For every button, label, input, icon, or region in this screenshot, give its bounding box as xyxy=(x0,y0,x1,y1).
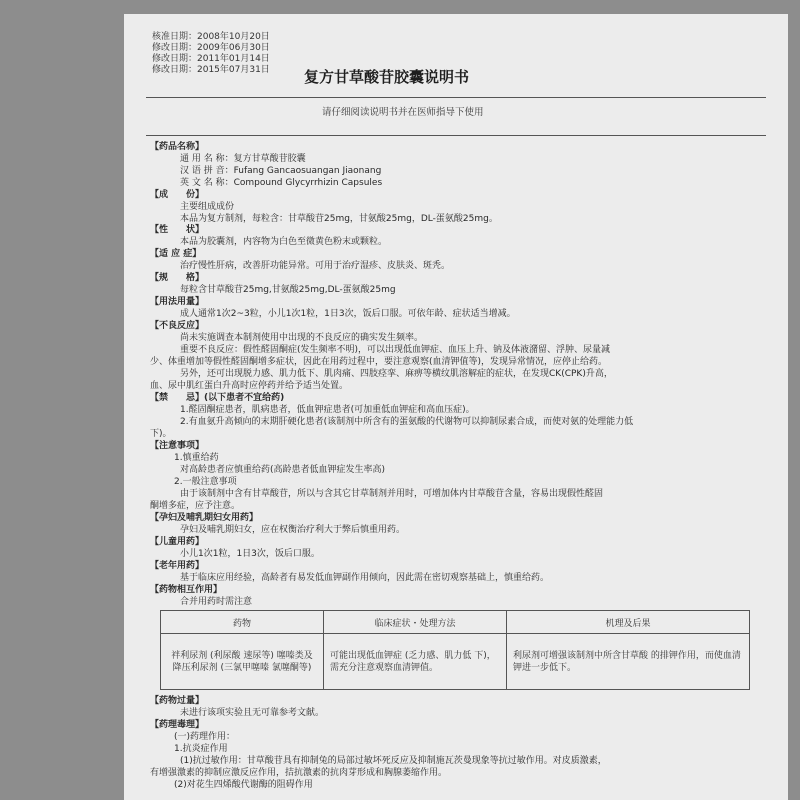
section-heading-precautions: 【注意事项】 xyxy=(150,441,205,451)
section-heading-description: 【性 状】 xyxy=(150,225,205,235)
table-cell-drug: 袢利尿剂 (利尿酸 速尿等) 噻嗪类及降压利尿剂 (三氯甲噻嗪 氯噻酮等) xyxy=(161,634,324,690)
title-divider xyxy=(146,97,766,98)
section-heading-geriatric: 【老年用药】 xyxy=(150,561,205,571)
revision-date-line: 修改日期：2015年07月31日 xyxy=(152,65,270,75)
table-row xyxy=(161,634,750,690)
section-heading-specification: 【规 格】 xyxy=(150,273,205,283)
table-header-clinical: 临床症状・处理方法 xyxy=(324,611,507,634)
table-header-mechanism: 机理及后果 xyxy=(507,611,750,634)
body-line: (一)药理作用： xyxy=(174,732,236,742)
body-line: 2.有血氨升高倾向的末期肝硬化患者(该制剂中所含有的蛋氨酸的代谢物可以抑制尿素合成，而使对氨的处理能力低 xyxy=(180,417,634,427)
section-heading-adverse-reactions: 【不良反应】 xyxy=(150,321,205,331)
body-line: 血、尿中肌红蛋白升高时应停药并给予适当处置。 xyxy=(150,381,349,391)
body-line: 本品为复方制剂，每粒含：甘草酸苷25mg，甘氨酸25mg，DL-蛋氨酸25mg。 xyxy=(180,214,498,224)
approval-dates xyxy=(152,32,270,76)
section-heading-contraindications: 【禁 忌】(以下患者不宜给药) xyxy=(150,393,285,403)
body-line: 1.醛固酮症患者，肌病患者，低血钾症患者(可加重低血钾症和高血压症)。 xyxy=(180,405,475,415)
document-subtitle: 请仔细阅读说明书并在医师指导下使用 xyxy=(322,107,484,118)
body-line: 英 文 名 称：Compound Glycyrrhizin Capsules xyxy=(180,178,383,188)
body-line: (2)对花生四烯酸代谢酶的阻碍作用 xyxy=(174,780,313,790)
body-line: 本品为胶囊剂，内容物为白色至微黄色粉末或颗粒。 xyxy=(180,237,388,247)
body-line: 2.一般注意事项 xyxy=(174,477,237,487)
body-line: 成人通常1次2~3粒，小儿1次1粒，1日3次，饭后口服。可依年龄、症状适当增减。 xyxy=(180,309,516,319)
body-line: 有增强激素的抑制应激反应作用，拮抗激素的抗肉芽形成和胸腺萎缩作用。 xyxy=(150,768,448,778)
table-cell-mechanism: 利尿剂可增强该制剂中所含甘草酸 的排钾作用，而使血清钾进一步低下。 xyxy=(507,634,750,690)
body-line: 主要组成成份 xyxy=(180,202,235,212)
body-line: 汉 语 拼 音：Fufang Gancaosuangan Jiaonang xyxy=(180,166,382,176)
body-line: 孕妇及哺乳期妇女，应在权衡治疗利大于弊后慎重用药。 xyxy=(180,525,406,535)
revision-date-line: 修改日期：2009年06月30日 xyxy=(152,43,270,53)
body-line: 未进行该项实验且无可靠参考文献。 xyxy=(180,708,325,718)
section-heading-indications: 【适 应 症】 xyxy=(150,249,202,259)
body-line: 由于该制剂中含有甘草酸苷，所以与含其它甘草制剂并用时，可增加体内甘草酸苷含量，容易出现假性醛固 xyxy=(180,489,604,499)
body-line: 每粒含甘草酸苷25mg,甘氨酸25mg,DL-蛋氨酸25mg xyxy=(180,285,396,295)
section-heading-pediatric: 【儿童用药】 xyxy=(150,537,205,547)
approval-date-line: 核准日期：2008年10月20日 xyxy=(152,32,270,42)
instruction-sheet xyxy=(124,14,788,800)
body-line: 另外，还可出现脱力感、肌力低下、肌肉痛、四肢痉挛、麻痹等横纹肌溶解症的症状，在发现CK(CPK)升高， xyxy=(180,369,613,379)
section-heading-pharmacology: 【药理毒理】 xyxy=(150,720,205,730)
body-line: 1.抗炎症作用 xyxy=(174,744,228,754)
body-line: 治疗慢性肝病，改善肝功能异常。可用于治疗湿疹、皮肤炎、斑秃。 xyxy=(180,261,451,271)
section-heading-ingredients: 【成 份】 xyxy=(150,190,205,200)
section-heading-pregnancy: 【孕妇及哺乳期妇女用药】 xyxy=(150,513,259,523)
body-line: 对高龄患者应慎重给药(高龄患者低血钾症发生率高) xyxy=(180,465,386,475)
body-line: 少、体重增加等假性醛固酮增多症状，因此在用药过程中，要注意观察(血清钾值等)，发现异常情况，应停止给药。 xyxy=(150,357,608,367)
table-header-drug: 药物 xyxy=(161,611,324,634)
body-line: 酮增多症，应予注意。 xyxy=(150,501,241,511)
section-heading-drug-name: 【药品名称】 xyxy=(150,142,205,152)
table-cell-clinical: 可能出现低血钾症 (乏力感、肌力低 下)，需充分注意观察血清钾值。 xyxy=(324,634,507,690)
table-header-row xyxy=(161,611,750,634)
section-heading-overdose: 【药物过量】 xyxy=(150,696,205,706)
subtitle-divider xyxy=(146,135,766,136)
document-title: 复方甘草酸苷胶囊说明书 xyxy=(304,68,470,86)
body-line: (1)抗过敏作用：甘草酸苷具有抑制兔的局部过敏坏死反应及抑制施瓦茨曼现象等抗过敏作用。对皮质激素， xyxy=(180,756,607,766)
body-line: 尚未实施调查本制剂使用中出现的不良反应的确实发生频率。 xyxy=(180,333,424,343)
body-line: 1.慎重给药 xyxy=(174,453,219,463)
body-line: 通 用 名 称：复方甘草酸苷胶囊 xyxy=(180,154,306,164)
body-line: 合并用药时需注意 xyxy=(180,597,253,607)
body-line: 基于临床应用经验，高龄者有易发低血钾副作用倾向，因此需在密切观察基础上，慎重给药。 xyxy=(180,573,550,583)
section-heading-drug-interactions: 【药物相互作用】 xyxy=(150,585,223,595)
drug-interaction-table xyxy=(160,610,750,690)
body-line: 重要不良反应：假性醛固酮症(发生频率不明)，可以出现低血钾症、血压上升、钠及体液潴留、浮肿、尿量减 xyxy=(180,345,611,355)
body-line: 小儿1次1粒，1日3次，饭后口服。 xyxy=(180,549,320,559)
revision-date-line: 修改日期：2011年01月14日 xyxy=(152,54,270,64)
section-heading-dosage: 【用法用量】 xyxy=(150,297,205,307)
body-line: 下)。 xyxy=(150,429,172,439)
